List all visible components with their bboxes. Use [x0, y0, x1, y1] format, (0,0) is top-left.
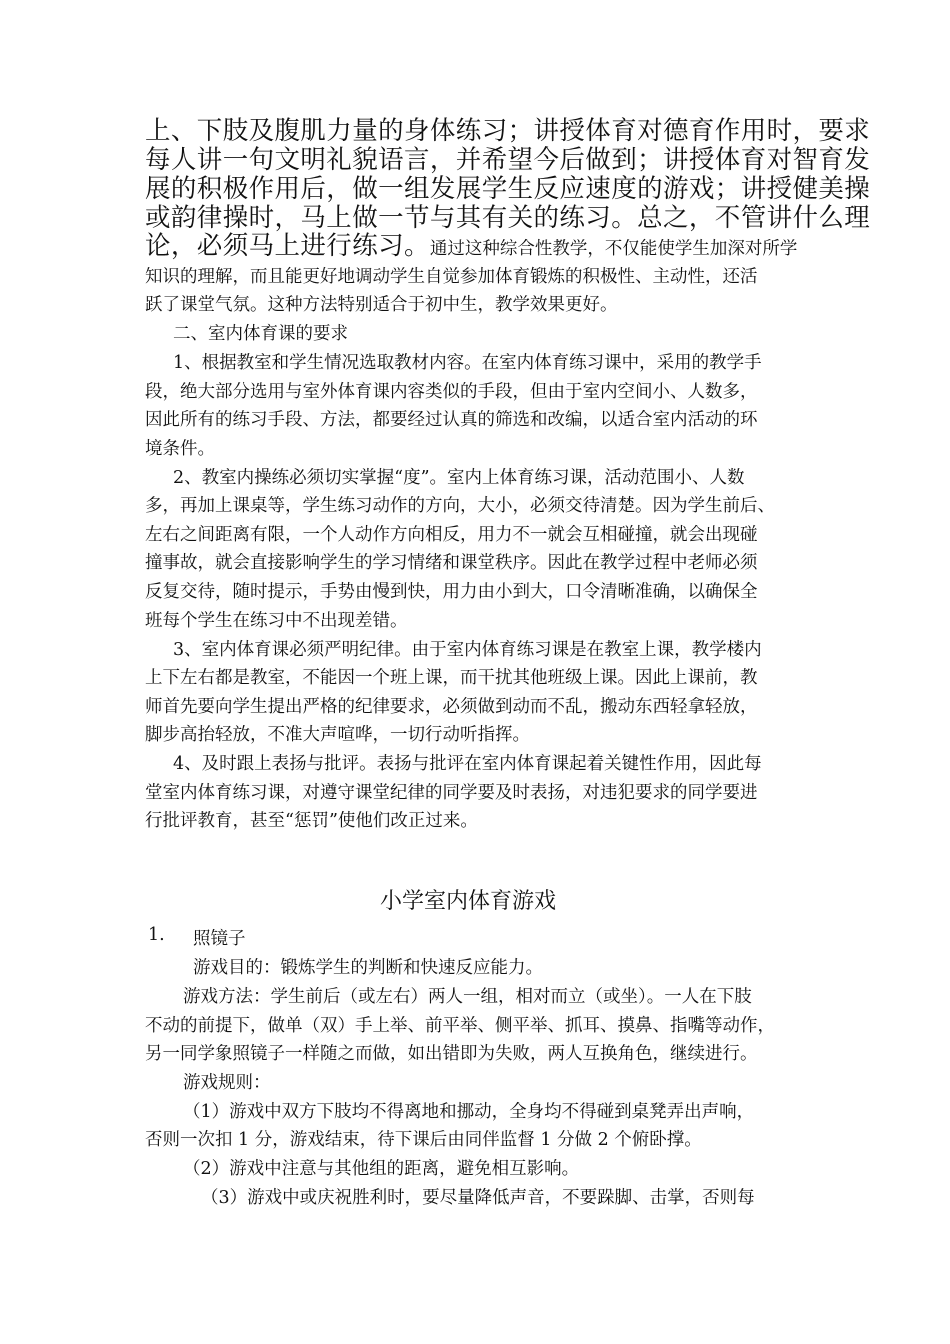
- game-rules-label: 游戏规则：: [183, 1073, 271, 1093]
- game-purpose: 游戏目的：锻炼学生的判断和快速反应能力。: [193, 958, 543, 978]
- intro-line: 知识的理解，而且能更好地调动学生自觉参加体育锻炼的积极性、主动性，还活: [145, 267, 758, 287]
- game-rule-line: （2）游戏中注意与其他组的距离，避免相互影响。: [183, 1159, 580, 1179]
- intro-big-line: 或韵律操时，马上做一节与其有关的练习。总之，不管讲什么理: [145, 203, 871, 233]
- paragraph-line: 1、根据教室和学生情况选取教材内容。在室内体育练习课中，采用的教学手: [173, 353, 762, 373]
- intro-big-line: 展的积极作用后，做一组发展学生反应速度的游戏；讲授健美操: [145, 174, 871, 204]
- paragraph-line: 4、及时跟上表扬与批评。表扬与批评在室内体育课起着关键性作用，因此每: [173, 754, 762, 774]
- game-rule-line: （3）游戏中或庆祝胜利时，要尽量降低声音，不要跺脚、击掌，否则每: [201, 1188, 755, 1208]
- intro-big-line: 论，必须马上进行练习。: [145, 231, 430, 261]
- paragraph-line: 3、室内体育课必须严明纪律。由于室内体育练习课是在教室上课，教学楼内: [173, 640, 762, 660]
- item-name: 照镜子: [193, 929, 246, 949]
- game-rule-line: 否则一次扣 1 分，游戏结束，待下课后由同伴监督 1 分做 2 个俯卧撑。: [145, 1130, 702, 1150]
- paragraph-line: 境条件。: [145, 439, 215, 459]
- paragraph-line: 脚步高抬轻放，不准大声喧哗，一切行动听指挥。: [145, 725, 530, 745]
- paragraph-line: 左右之间距离有限，一个人动作方向相反，用力不一就会互相碰撞，就会出现碰: [145, 525, 758, 545]
- intro-big-line: 每人讲一句文明礼貌语言，并希望今后做到；讲授体育对智育发: [145, 145, 871, 175]
- intro-line: 跃了课堂气氛。这种方法特别适合于初中生，教学效果更好。: [145, 295, 618, 315]
- games-title: 小学室内体育游戏: [380, 889, 557, 914]
- intro-big-line: 上、下肢及腹肌力量的身体练习；讲授体育对德育作用时，要求: [145, 116, 871, 146]
- game-method-line: 不动的前提下，做单（双）手上举、前平举、侧平举、抓耳、摸鼻、指嘴等动作，: [145, 1016, 775, 1036]
- paragraph-line: 因此所有的练习手段、方法，都要经过认真的筛选和改编，以适合室内活动的环: [145, 410, 758, 430]
- paragraph-line: 反复交待，随时提示，手势由慢到快，用力由小到大，口令清晰准确，以确保全: [145, 582, 758, 602]
- paragraph-line: 师首先要向学生提出严格的纪律要求，必须做到动而不乱，搬动东西轻拿轻放，: [145, 697, 758, 717]
- item-number: 1.: [148, 925, 165, 945]
- paragraph-line: 段，绝大部分选用与室外体育课内容类似的手段，但由于室内空间小、人数多，: [145, 382, 758, 402]
- paragraph-line: 班每个学生在练习中不出现差错。: [145, 611, 408, 631]
- game-method-line: 另一同学象照镜子一样随之而做，如出错即为失败，两人互换角色，继续进行。: [145, 1044, 758, 1064]
- game-method-line: 游戏方法：学生前后（或左右）两人一组，相对而立（或坐）。一人在下肢: [183, 987, 752, 1007]
- paragraph-line: 2、教室内操练必须切实掌握“度”。室内上体育练习课，活动范围小、人数: [173, 468, 745, 488]
- paragraph-line: 撞事故，就会直接影响学生的学习情绪和课堂秩序。因此在教学过程中老师必须: [145, 553, 758, 573]
- paragraph-line: 上下左右都是教室，不能因一个班上课，而干扰其他班级上课。因此上课前，教: [145, 668, 758, 688]
- paragraph-line: 行批评教育，甚至“惩罚”使他们改正过来。: [145, 811, 478, 831]
- game-rule-line: （1）游戏中双方下肢均不得离地和挪动，全身均不得碰到桌凳弄出声响，: [183, 1102, 755, 1122]
- intro-small-tail: 通过这种综合性教学，不仅能使学生加深对所学: [429, 239, 798, 259]
- section-heading: 二、室内体育课的要求: [173, 324, 348, 344]
- paragraph-line: 多，再加上课桌等，学生练习动作的方向，大小，必须交待清楚。因为学生前后、: [145, 496, 775, 516]
- intro-mixed-line: [145, 226, 797, 262]
- paragraph-line: 堂室内体育练习课，对遵守课堂纪律的同学要及时表扬，对违犯要求的同学要进: [145, 783, 758, 803]
